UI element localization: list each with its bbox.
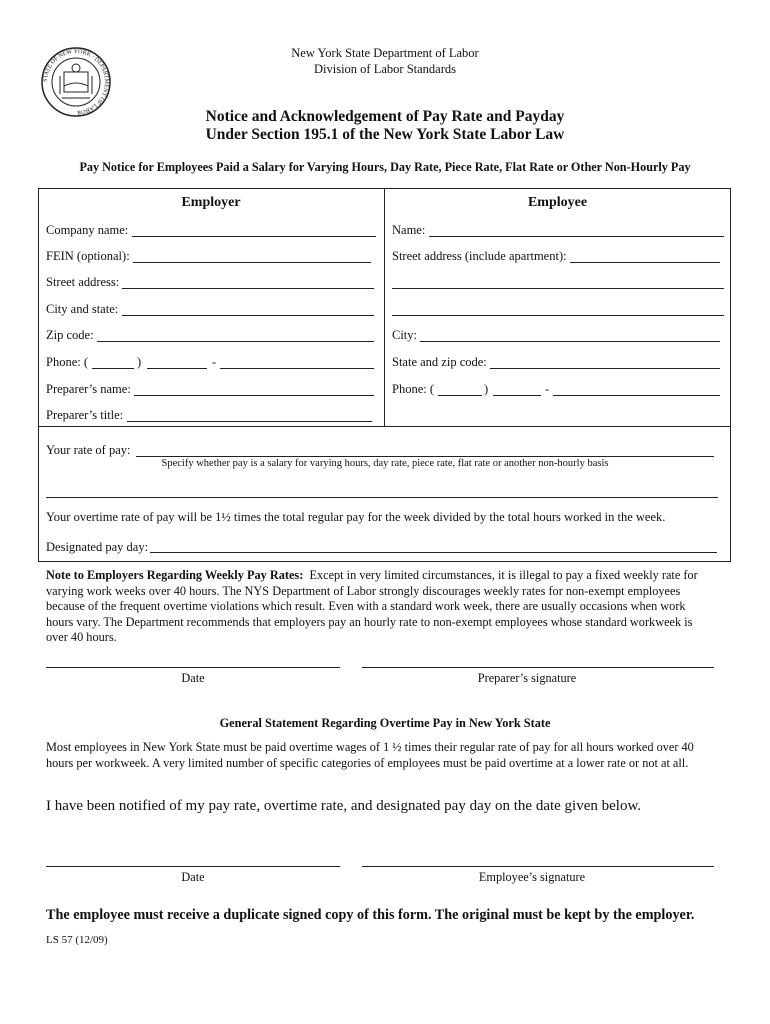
- duplicate-copy-notice: The employee must receive a duplicate signed copy of this form. The original must be kept by the employer.: [46, 907, 695, 923]
- employee-street-field[interactable]: [570, 262, 720, 263]
- preparer-name-field[interactable]: [134, 395, 374, 396]
- rate-of-pay-field-2[interactable]: [46, 497, 718, 498]
- employer-phone-prefix-field[interactable]: [147, 368, 207, 369]
- department-name: New York State Department of Labor: [291, 46, 479, 60]
- employee-date-field[interactable]: [46, 866, 340, 867]
- employer-phone-paren: ): [137, 355, 142, 369]
- general-statement: [46, 740, 694, 771]
- rate-of-pay-label: Your rate of pay:: [46, 443, 131, 457]
- preparer-date-field[interactable]: [46, 667, 340, 668]
- employee-date-caption: Date: [181, 870, 205, 884]
- preparer-date-caption: Date: [181, 671, 205, 685]
- employer-heading: Employer: [181, 195, 241, 210]
- employee-phone-prefix-field[interactable]: [493, 395, 541, 396]
- preparer-signature-caption: Preparer’s signature: [477, 671, 577, 685]
- employee-phone-label: Phone: (: [392, 382, 435, 396]
- employer-city-state-label: City and state:: [46, 302, 119, 316]
- employer-city-state-field[interactable]: [122, 315, 374, 316]
- preparer-signature-field[interactable]: [362, 667, 714, 668]
- note-line3: because of the frequent overtime violations which result. Even with a standard work week, there are usually occasions when work: [46, 599, 686, 613]
- employee-street-field-3[interactable]: [392, 315, 724, 316]
- employer-phone-label: Phone: (: [46, 355, 89, 369]
- column-divider: [384, 188, 385, 426]
- employee-state-zip-field[interactable]: [490, 368, 720, 369]
- general-statement-heading: General Statement Regarding Overtime Pay in New York State: [219, 716, 551, 730]
- employer-phone-line-field[interactable]: [220, 368, 374, 369]
- form-subtitle: Pay Notice for Employees Paid a Salary for Varying Hours, Day Rate, Piece Rate, Flat Rate or Other Non-Hourly Pay: [79, 160, 691, 174]
- overtime-rate-text: Your overtime rate of pay will be 1½ times the total regular pay for the week divided by the total hours worked in the week.: [46, 510, 666, 524]
- preparer-title-field[interactable]: [127, 421, 372, 422]
- note-line1: Except in very limited circumstances, it is illegal to pay a fixed weekly rate for: [303, 568, 698, 582]
- employee-phone-line-field[interactable]: [553, 395, 720, 396]
- employee-name-field[interactable]: [429, 236, 724, 237]
- employer-street-label: Street address:: [46, 275, 120, 289]
- fein-field[interactable]: [133, 262, 371, 263]
- pay-day-label: Designated pay day:: [46, 540, 149, 554]
- employee-name-label: Name:: [392, 223, 426, 237]
- employee-signature-field[interactable]: [362, 866, 714, 867]
- note-line5: over 40 hours.: [46, 630, 117, 644]
- employee-signature-caption: Employee’s signature: [478, 870, 586, 884]
- general-line1: Most employees in New York State must be paid overtime wages of 1 ½ times their regular rate of pay for all hours worked over 40: [46, 740, 694, 754]
- company-name-field[interactable]: [132, 236, 376, 237]
- employer-zip-label: Zip code:: [46, 328, 94, 342]
- employee-street-label: Street address (include apartment):: [392, 249, 567, 263]
- note-line4: hours vary. The Department recommends that employers pay an hourly rate to non-exempt employees whose standard workweek is: [46, 614, 693, 629]
- employee-heading: Employee: [527, 195, 588, 210]
- employer-zip-field[interactable]: [97, 341, 374, 342]
- preparer-name-label: Preparer’s name:: [46, 382, 131, 396]
- form-title-line2: Under Section 195.1 of the New York State Labor Law: [205, 126, 565, 143]
- employer-phone-area-field[interactable]: [92, 368, 134, 369]
- employee-phone-area-field[interactable]: [438, 395, 482, 396]
- preparer-title-label: Preparer’s title:: [46, 408, 124, 422]
- fein-label: FEIN (optional):: [46, 249, 130, 263]
- division-name: Division of Labor Standards: [314, 62, 456, 76]
- employee-city-label: City:: [392, 328, 418, 342]
- employer-phone-dash: -: [212, 355, 217, 369]
- employee-city-field[interactable]: [420, 341, 720, 342]
- employee-street-field-2[interactable]: [392, 288, 724, 289]
- form-id: LS 57 (12/09): [46, 934, 108, 946]
- company-name-label: Company name:: [46, 223, 129, 237]
- employer-note: [46, 568, 746, 646]
- general-line2: hours per workweek. A very limited number of specific categories of employees must be paid overtime at a lower rate or not at all.: [46, 755, 689, 770]
- note-line2: varying work weeks over 40 hours. The NYS Department of Labor strongly discourages weekly rates for non-exempt employees: [46, 583, 681, 598]
- rate-of-pay-field[interactable]: [136, 456, 714, 457]
- pay-day-field[interactable]: [150, 552, 717, 553]
- employer-street-field[interactable]: [122, 288, 374, 289]
- rate-of-pay-hint: Specify whether pay is a salary for varying hours, day rate, piece rate, flat rate or another non-hourly basis: [161, 458, 609, 469]
- svg-text:STATE OF NEW YORK · DEPARTMENT: STATE OF NEW YORK · DEPARTMENT OF LABOR: [42, 48, 110, 116]
- employee-phone-paren: ): [484, 382, 489, 396]
- form-title-line1: Notice and Acknowledgement of Pay Rate and Payday: [205, 108, 565, 125]
- employee-state-zip-label: State and zip code:: [392, 355, 487, 369]
- employee-phone-dash: -: [545, 382, 550, 396]
- acknowledgement-statement: I have been notified of my pay rate, overtime rate, and designated pay day on the date given below.: [46, 798, 642, 814]
- note-heading: Note to Employers Regarding Weekly Pay Rates: [46, 568, 300, 582]
- note-colon: :: [299, 568, 304, 582]
- section-divider: [38, 426, 731, 427]
